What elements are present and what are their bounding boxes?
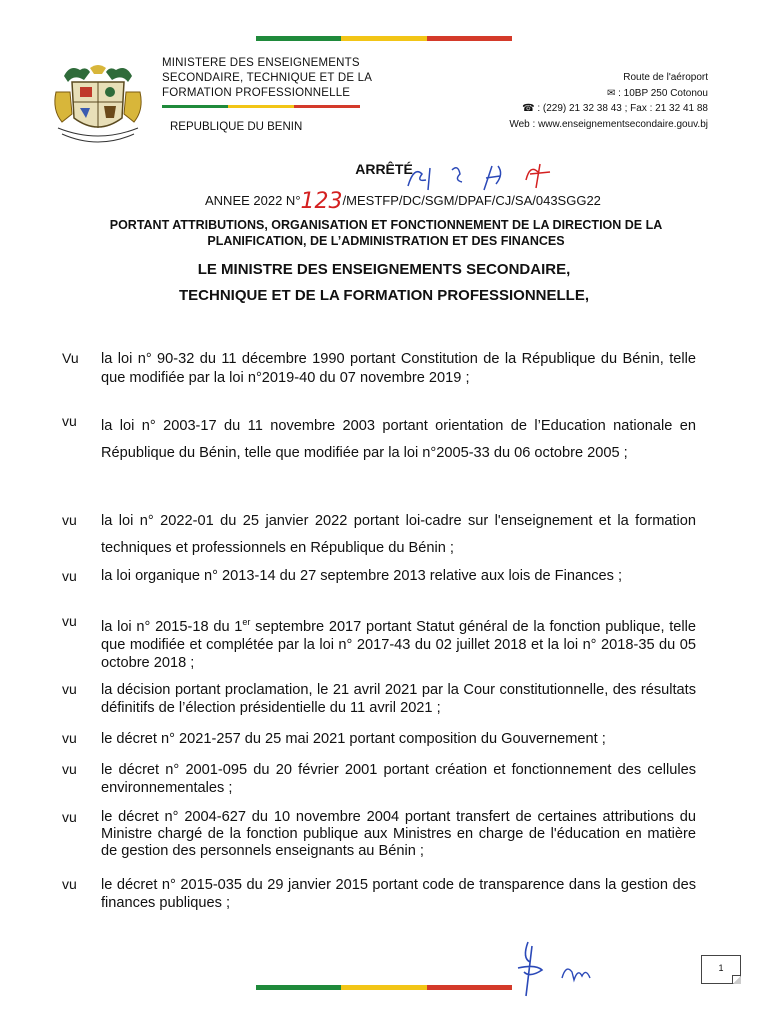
visa-text: la loi n° 2015-18 du 1er septembre 2017 portant Statut général de la fonction publique, telle que modifiée et complétée par la loi n° 2017-43 du 02 juillet 2018 et la loi n° 2018-35 du 05 octobre 2018 ; [101,617,696,671]
page-number: 1 [701,955,741,984]
visa-label: vu [62,761,77,777]
flag-color-bar-bottom [256,985,512,990]
visa-label: vu [62,613,77,629]
ministry-name: MINISTERE DES ENSEIGNEMENTS SECONDAIRE, TECHNIQUE ET DE LA FORMATION PROFESSIONNELLE [162,57,373,99]
visa-text: le décret n° 2021-257 du 25 mai 2021 portant composition du Gouvernement ; [101,731,606,747]
visa-label: vu [62,512,77,528]
contact-phone: ☎ : (229) 21 32 38 43 ; Fax : 21 32 41 88 [522,103,708,114]
republic-name: REPUBLIQUE DU BENIN [170,121,303,133]
flag-color-bar-top [256,36,512,41]
arrete-title: ARRÊTÉ [355,161,413,177]
handwritten-initials [400,160,585,194]
contact-postal: ✉ : 10BP 250 Cotonou [606,87,708,99]
handwritten-number: 123 [300,189,343,214]
visa-label: vu [62,730,77,746]
visa-label: vu [62,809,77,825]
visa-text: le décret n° 2001-095 du 20 février 2001 portant création et fonctionnement des cellules environnementales ; [101,762,696,796]
visa-label: Vu [62,350,79,366]
visa-text: la loi n° 2022-01 du 25 janvier 2022 portant loi-cadre sur l'enseignement et la formation techniques et professionnels en République du Bénin ; [101,513,696,556]
handwritten-signature [500,938,600,998]
visa-label: vu [62,681,77,697]
minister-title: LE MINISTRE DES ENSEIGNEMENTS SECONDAIRE, TECHNIQUE ET DE LA FORMATION PROFESSIONNELLE, [178,261,589,304]
visa-text: la loi n° 90-32 du 11 décembre 1990 portant Constitution de la République du Bénin, telle que modifiée par la loi n°2019-40 du 07 novembre 2019 ; [101,351,696,386]
visa-text: le décret n° 2015-035 du 29 janvier 2015 portant code de transparence dans la gestion des finances publiques ; [101,877,696,911]
contact-block [509,70,708,132]
contact-web: Web : www.enseignementsecondaire.gouv.bj [509,118,708,130]
visa-text: la loi organique n° 2013-14 du 27 septembre 2013 relative aux lois de Finances ; [101,568,623,584]
visa-text: la loi n° 2003-17 du 11 novembre 2003 portant orientation de l’Education nationale en République du Bénin, telle que modifiée par la loi n°2005-33 du 06 octobre 2005 ; [101,418,696,461]
contact-address: Route de l'aéroport [623,72,708,83]
visa-label: vu [62,876,77,892]
visa-label: vu [62,568,77,584]
arrete-number: ANNEE 2022 N°123/MESTFP/DC/SGM/DPAF/CJ/SA/043SGG22 [205,189,601,214]
benin-coat-of-arms-icon [50,62,146,150]
visa-text: le décret n° 2004-627 du 10 novembre 2004 portant transfert de certaines attributions du Ministre chargé de la fonction publique aux Ministres en charge de l'éducation en matière de gestion des personnels enseignants au Bénin ; [101,809,696,859]
arrete-subject: PORTANT ATTRIBUTIONS, ORGANISATION ET FONCTIONNEMENT DE LA DIRECTION DE LA PLANIFICATION, DE L’ADMINISTRATION ET DES FINANCES [109,218,663,248]
ministry-color-line [162,105,360,108]
visa-label: vu [62,413,77,429]
visa-text: la décision portant proclamation, le 21 avril 2021 par la Cour constitutionnelle, des résultats définitifs de l’élection présidentielle du 11 avril 2021 ; [101,682,696,716]
